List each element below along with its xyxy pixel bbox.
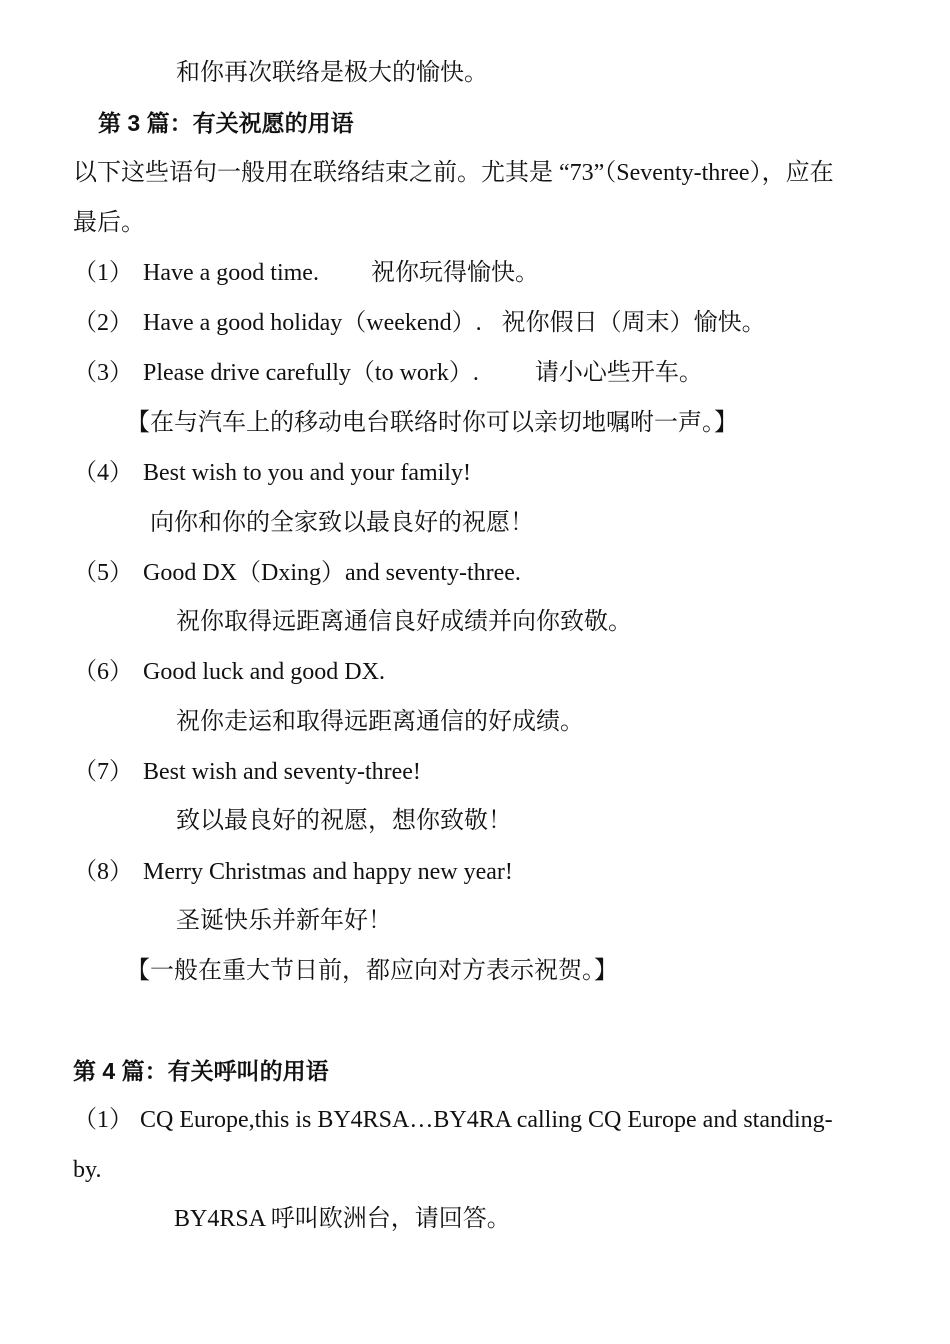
item-number: （4） [73, 460, 133, 486]
item-number: （1） [73, 260, 133, 286]
item-number: （7） [73, 759, 133, 785]
item-english: Please drive carefully（to work）. [143, 360, 479, 386]
item-number: （3） [73, 360, 133, 386]
item-8-chinese: 圣诞快乐并新年好！ [176, 908, 392, 934]
item-number: （1） [73, 1107, 133, 1133]
item-5-chinese: 祝你取得远距离通信良好成绩并向你致敬。 [176, 609, 632, 635]
item-number: （6） [73, 659, 133, 685]
item-english: Have a good holiday（weekend）. [143, 310, 482, 336]
item-6-chinese: 祝你走运和取得远距离通信的好成绩。 [176, 709, 584, 735]
call-item-1 [73, 1105, 833, 1135]
item-3-note: 【在与汽车上的移动电台联络时你可以亲切地嘱咐一声。】 [126, 410, 738, 436]
item-number: （2） [73, 310, 133, 336]
phrase-item-3 [73, 358, 703, 388]
item-4-chinese: 向你和你的全家致以最良好的祝愿！ [150, 510, 534, 536]
phrase-item-2 [73, 308, 766, 338]
phrase-item-8 [73, 857, 513, 887]
item-english: Good DX（Dxing）and seventy-three. [143, 560, 521, 586]
item-chinese: 祝你假日（周末）愉快。 [501, 310, 766, 336]
item-english: CQ Europe,this is BY4RSA…BY4RA calling CQ Europe and standing- [140, 1107, 833, 1133]
section-3-heading: 第 3 篇：有关祝愿的用语 [98, 110, 354, 136]
item-chinese: 祝你玩得愉快。 [370, 260, 539, 286]
item-8-note: 【一般在重大节日前，都应向对方表示祝贺。】 [126, 958, 618, 984]
phrase-item-4 [73, 458, 471, 488]
item-7-chinese: 致以最良好的祝愿，想你致敬！ [176, 808, 512, 834]
item-english: Merry Christmas and happy new year! [143, 859, 513, 885]
phrase-item-5 [73, 558, 521, 588]
item-chinese: 请小心些开车。 [534, 360, 703, 386]
call-item-1-continued: by. [73, 1157, 102, 1183]
phrase-item-7 [73, 757, 421, 787]
phrase-item-1 [73, 258, 539, 288]
item-english: Good luck and good DX. [143, 659, 385, 685]
section-3-intro-line-1: 以下这些语句一般用在联络结束之前。尤其是 “73”（Seventy-three），应在 [73, 160, 834, 186]
item-english: Have a good time. [143, 260, 319, 286]
section-3-intro-line-2: 最后。 [73, 210, 145, 236]
item-english: Best wish to you and your family! [143, 460, 471, 486]
phrase-item-6 [73, 657, 385, 687]
item-number: （8） [73, 859, 133, 885]
greeting-line: 和你再次联络是极大的愉快。 [176, 60, 488, 86]
section-4-heading: 第 4 篇：有关呼叫的用语 [73, 1058, 329, 1084]
item-english: Best wish and seventy-three! [143, 759, 421, 785]
item-number: （5） [73, 560, 133, 586]
call-item-1-chinese: BY4RSA 呼叫欧洲台，请回答。 [174, 1206, 511, 1232]
